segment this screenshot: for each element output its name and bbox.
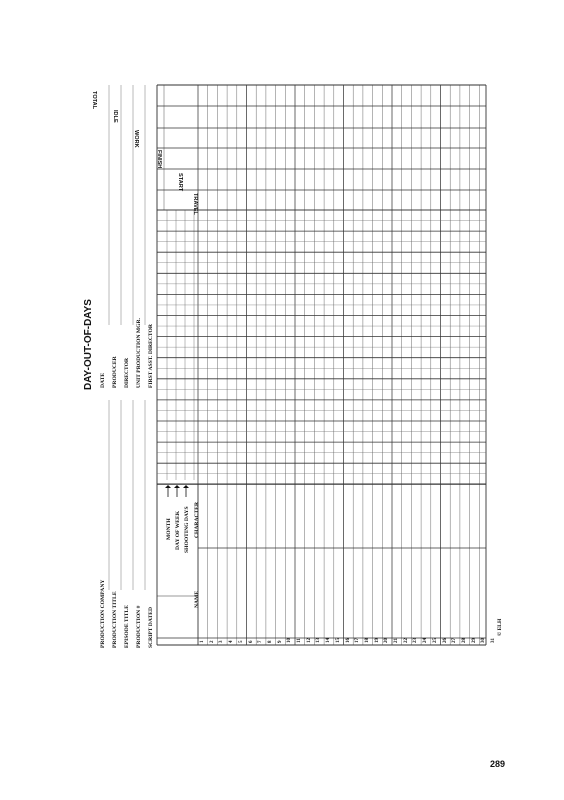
row-number: 9	[277, 640, 283, 643]
row-number: 2	[209, 640, 215, 643]
header-work: WORK	[133, 130, 139, 148]
field-first-asst-director: FIRST ASST. DIRECTOR	[148, 324, 154, 388]
row-number: 6	[248, 640, 254, 643]
field-production-title: PRODUCTION TITLE	[112, 591, 118, 648]
row-number: 10	[287, 638, 293, 643]
header-travel: TRAVEL	[192, 193, 198, 215]
form-title: DAY-OUT-OF-DAYS	[83, 299, 94, 390]
row-number: 12	[306, 638, 312, 643]
field-script-dated: SCRIPT DATED	[148, 607, 154, 648]
row-number: 4	[229, 640, 235, 643]
header-start: START	[177, 173, 183, 192]
arrow-day-of-week-icon	[173, 484, 181, 502]
row-number: 28	[461, 638, 467, 643]
label-name: NAME	[194, 590, 200, 608]
label-month: MONTH	[166, 518, 172, 540]
row-number: 27	[452, 638, 458, 643]
field-unit-production-mgr: UNIT PRODUCTION MGR.	[136, 318, 142, 388]
header-total: TOTAL	[91, 91, 97, 110]
row-number: 25	[432, 638, 438, 643]
field-episode-title: EPISODE TITLE	[124, 605, 130, 648]
row-number: 24	[423, 638, 429, 643]
row-number: 13	[316, 638, 322, 643]
row-number: 17	[355, 638, 361, 643]
row-number: 31	[491, 638, 496, 643]
row-number: 11	[297, 638, 302, 643]
arrow-shooting-days-icon	[182, 484, 190, 502]
field-production-number: PRODUCTION #	[136, 605, 142, 648]
row-number: 16	[345, 638, 351, 643]
row-number: 15	[335, 638, 341, 643]
field-date: DATE	[100, 372, 106, 388]
row-number: 5	[238, 640, 244, 643]
copyright-mark: © ELH	[497, 618, 503, 636]
row-number: 3	[219, 640, 225, 643]
header-finish: FINISH	[156, 150, 162, 169]
row-number: 20	[384, 638, 390, 643]
row-number: 22	[403, 638, 409, 643]
arrow-month-icon	[164, 484, 172, 502]
label-shooting-days: SHOOTING DAYS	[184, 506, 190, 553]
row-number: 18	[364, 638, 370, 643]
field-production-company: PRODUCTION COMPANY	[100, 579, 106, 648]
row-number: 8	[267, 640, 273, 643]
row-number: 21	[394, 638, 399, 643]
row-number: 19	[374, 638, 380, 643]
row-number: 14	[326, 638, 332, 643]
row-number: 23	[413, 638, 419, 643]
label-character: CHARACTER	[194, 501, 200, 538]
row-number: 1	[200, 640, 205, 643]
page-number: 289	[490, 759, 506, 769]
row-number: 30	[481, 638, 487, 643]
field-director: DIRECTOR	[124, 357, 130, 388]
label-day-of-week: DAY OF WEEK	[175, 510, 181, 550]
row-number: 26	[442, 638, 448, 643]
row-number: 29	[471, 638, 477, 643]
field-producer: PRODUCER	[112, 356, 118, 388]
header-idle: IDLE	[112, 110, 118, 123]
row-number: 7	[258, 640, 264, 643]
